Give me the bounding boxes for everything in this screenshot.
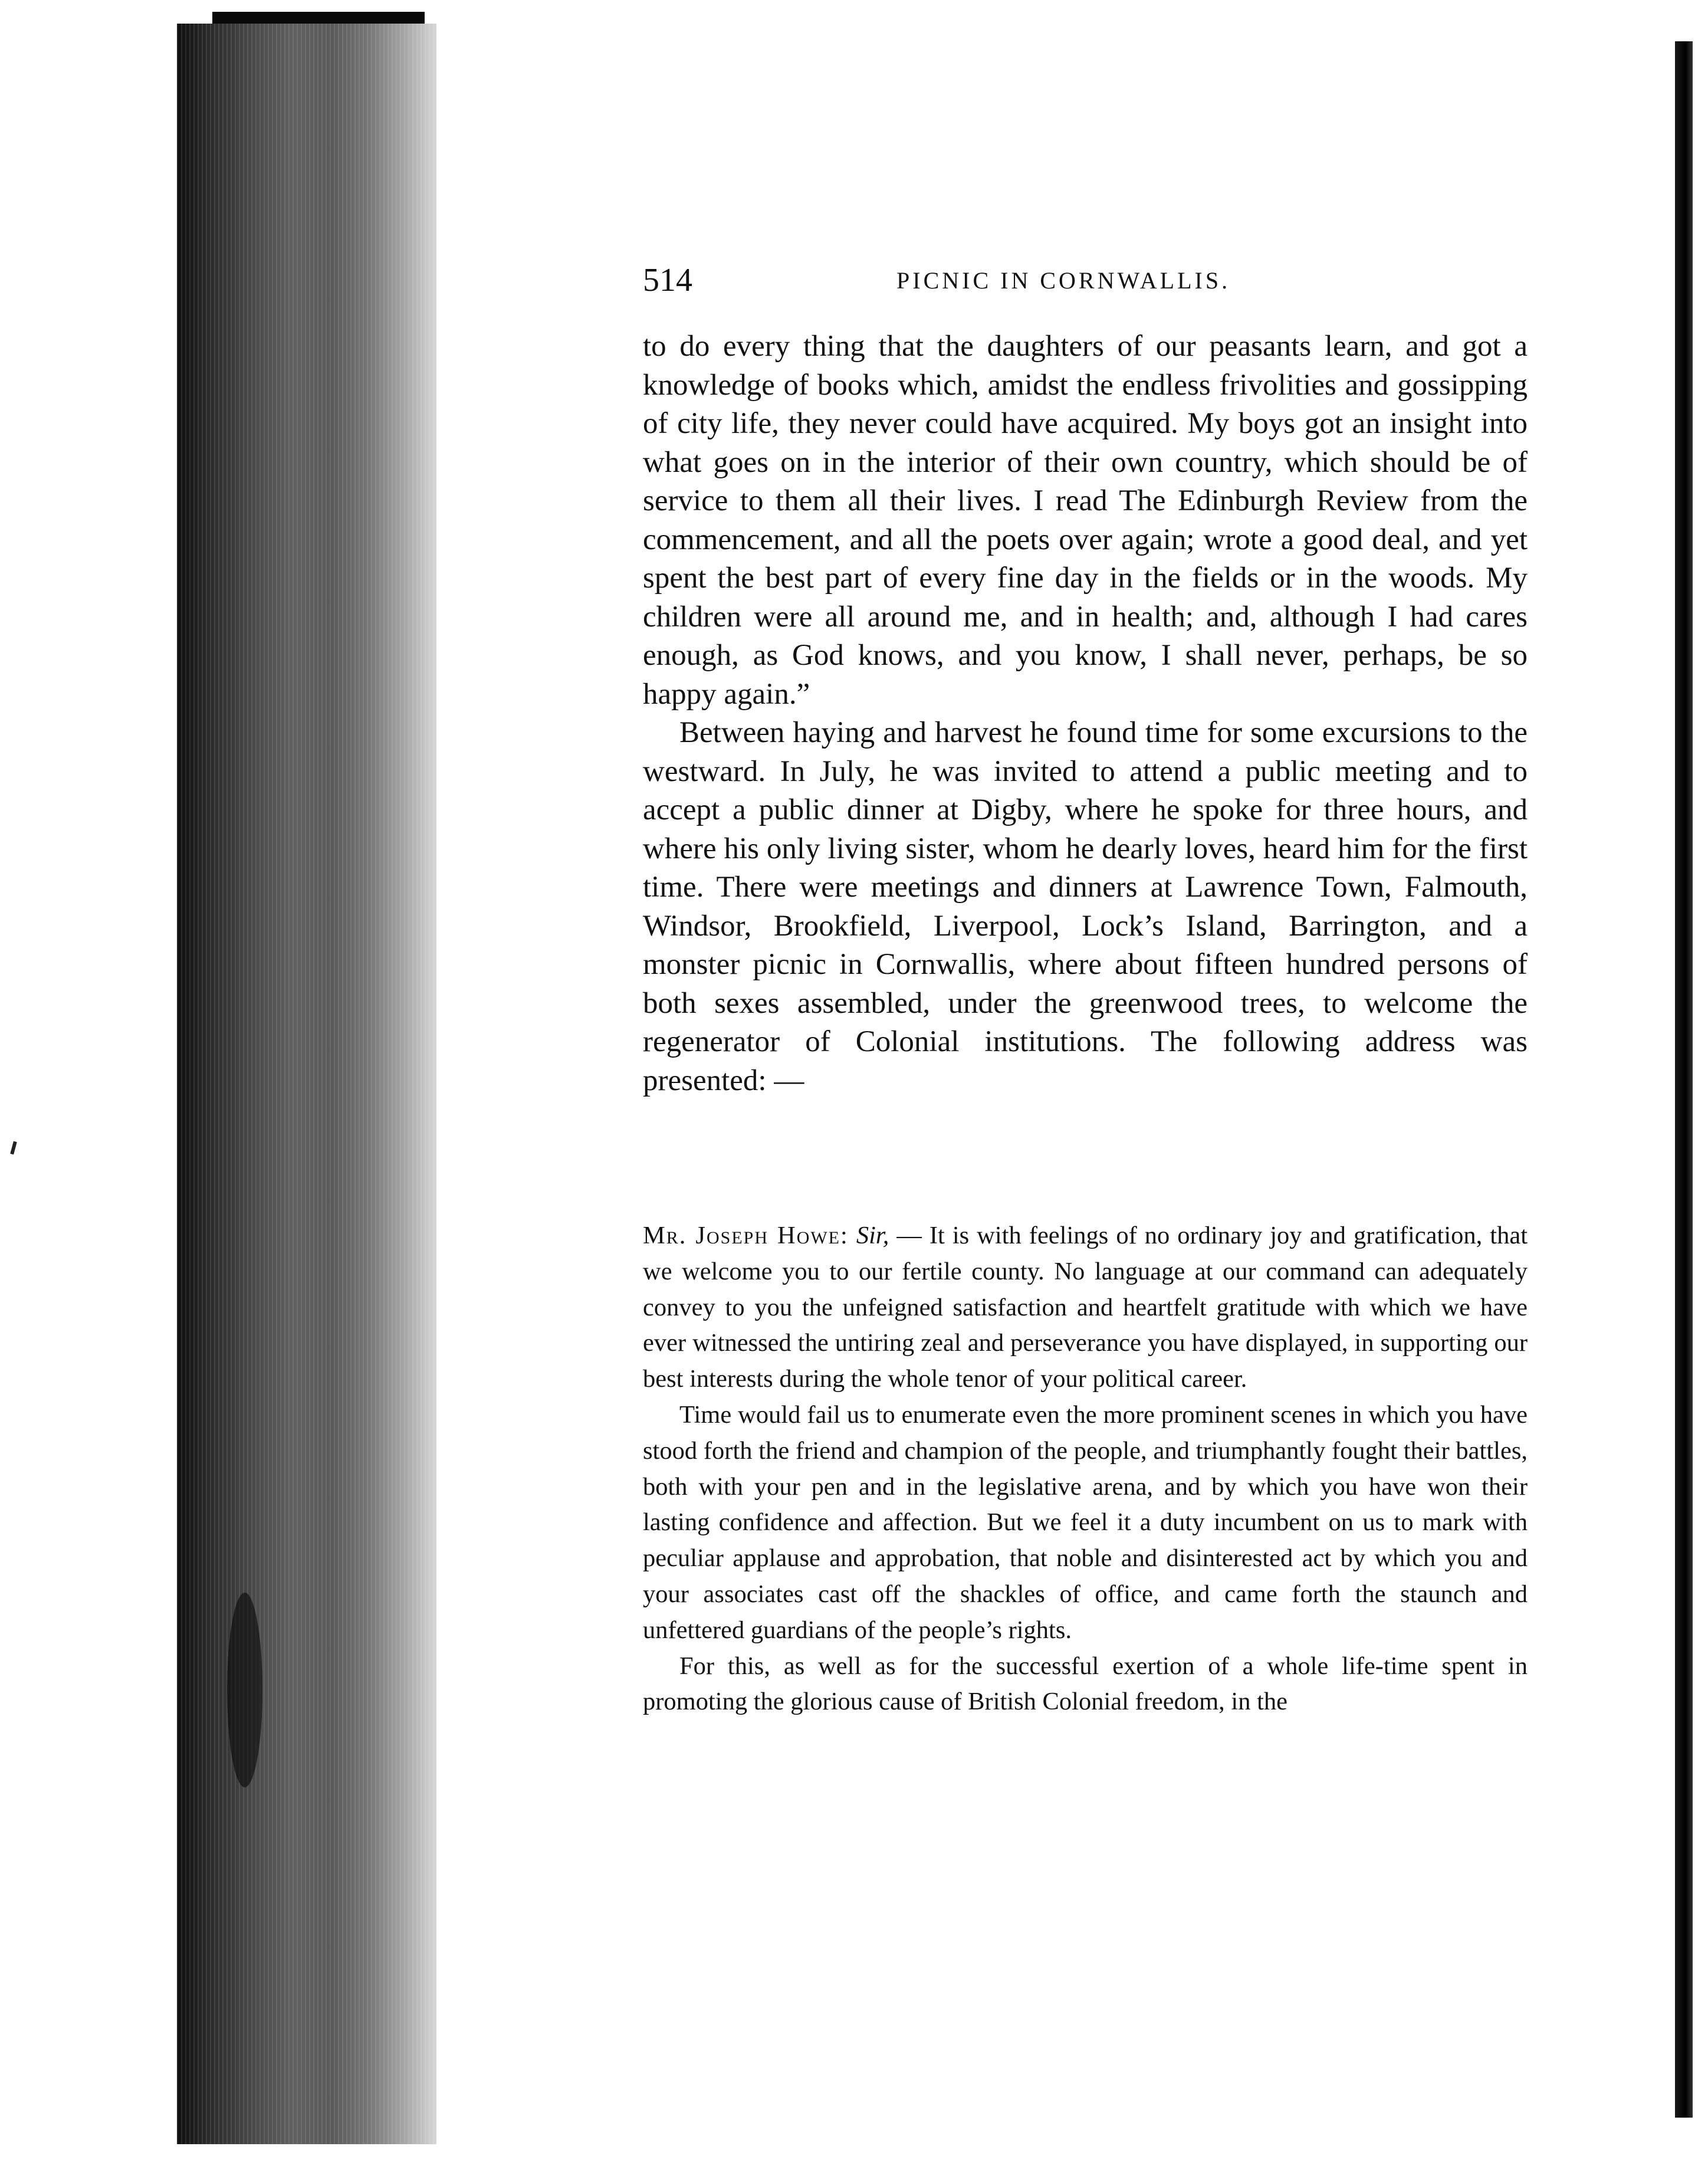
- address-text: [643, 1218, 1528, 1720]
- address-paragraph-text: — It is with feelings of no ordinary joy and gratification, that we welcome you to our fertile county. No language at our command can adequately convey to you the unfeigned satisfaction and heartfelt gratitude with which we have ever witnessed the untiring zeal and perseverance you have displayed, in supporting our best interests during the whole tenor of your political career.: [643, 1222, 1528, 1393]
- body-text: [643, 327, 1528, 1100]
- facing-page-edge: [1675, 41, 1693, 2118]
- scan-speck: [10, 1141, 17, 1155]
- running-title: PICNIC IN CORNWALLIS.: [896, 267, 1231, 294]
- address-paragraph: For this, as well as for the successful exertion of a whole life-time spent in promoting the glorious cause of British Colonial freedom, in the: [643, 1652, 1528, 1716]
- body-paragraph: Between haying and harvest he found time for some excursions to the westward. In July, he was invited to attend a public meeting and to accept a public dinner at Digby, where he spoke for three hours, and where his only living sister, whom he dearly loves, heard him for the first time. There were meetings and dinners at Lawrence Town, Falmouth, Windsor, Brookfield, Liverpool, Lock’s Island, Barrington, and a monster picnic in Cornwallis, where about fifteen hundred persons of both sexes assembled, under the greenwood trees, to welcome the regenerator of Colonial institutions. The following address was presented: —: [643, 716, 1528, 1097]
- book-page-edges: [177, 24, 436, 2144]
- page-edge-stain: [227, 1593, 262, 1787]
- address-paragraph: Time would fail us to enumerate even the more prominent scenes in which you have stood forth the friend and champion of the people, and triumphantly fought their battles, both with your pen and in the legislative arena, and by which you have won their lasting confidence and affection. But we feel it a duty incumbent on us to mark with peculiar applause and approbation, that noble and disinterested act by which you and your associates cast off the shackles of office, and came forth the staunch and unfettered guardians of the people’s rights.: [643, 1400, 1528, 1644]
- address-salutation: Mr. Joseph Howe:: [643, 1222, 849, 1249]
- address-sir: Sir,: [856, 1222, 889, 1249]
- address-paragraph: [643, 1218, 1528, 1397]
- body-paragraph: to do every thing that the daughters of our peasants learn, and got a knowledge of books which, amidst the endless frivolities and gossipping of city life, they never could have acquired. My boys got an insight into what goes on in the interior of their own country, which should be of service to them all their lives. I read The Edinburgh Review from the commencement, and all the poets over again; wrote a good deal, and yet spent the best part of every fine day in the fields or in the woods. My children were all around me, and in health; and, although I had cares enough, as God knows, and you know, I shall never, perhaps, be so happy again.”: [643, 330, 1528, 711]
- running-head: [643, 260, 1528, 301]
- page-number: 514: [643, 262, 692, 298]
